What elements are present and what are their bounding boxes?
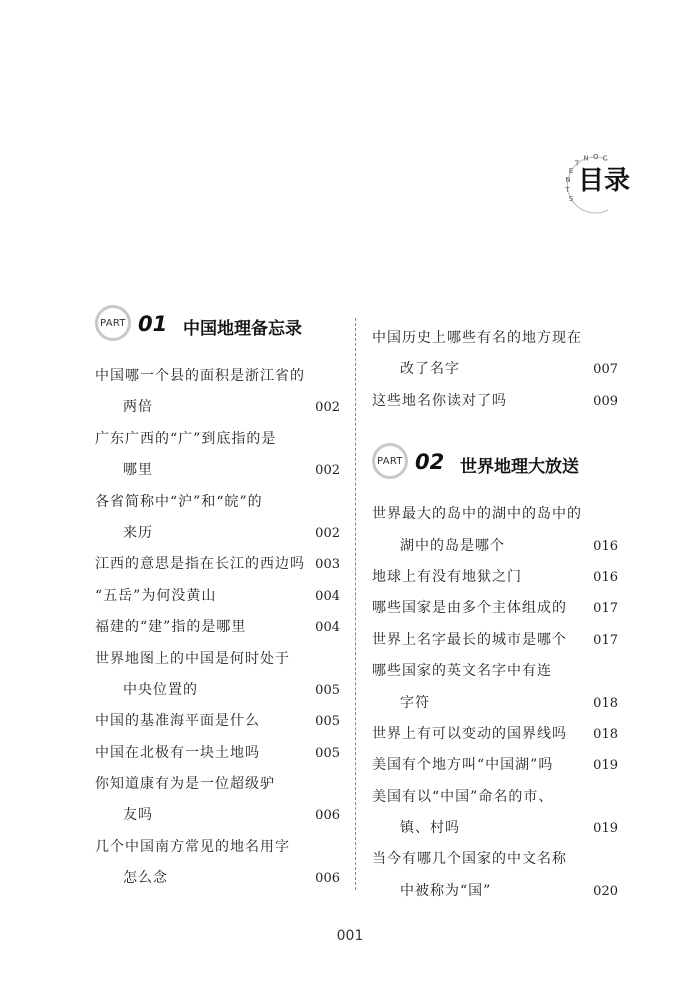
toc-entry-title: 地球上有没有地狱之门: [372, 568, 522, 585]
toc-entry: [372, 813, 618, 844]
toc-entry: [372, 750, 618, 781]
toc-entry: [95, 769, 340, 800]
part-title: 世界地理大放送: [460, 457, 579, 478]
part-number: 01: [138, 312, 168, 336]
badge-letter: S: [568, 195, 574, 203]
toc-entry-title: 世界最大的岛中的湖中的岛中的: [372, 506, 582, 523]
part-number: 02: [415, 450, 445, 475]
toc-entry-page: 019: [593, 758, 618, 774]
toc-entry: [95, 581, 340, 612]
toc-entry: [372, 719, 618, 750]
toc-entry-title: 世界地图上的中国是何时处于: [95, 650, 290, 667]
toc-entry-page: 009: [593, 393, 618, 409]
toc-entry: [372, 593, 618, 624]
toc-entry-page: 006: [315, 808, 340, 824]
toc-entry: [95, 800, 340, 831]
toc-entry: [372, 562, 618, 593]
toc-entry-page: 017: [593, 632, 618, 648]
toc-entry: [95, 832, 340, 863]
toc-entry-title: 哪些国家是由多个主体组成的: [372, 600, 567, 617]
toc-entry-title: 友吗: [123, 807, 153, 824]
toc-entry: [372, 354, 618, 385]
part-02-header: [372, 443, 618, 499]
toc-entry-title: 世界上有可以变动的国界线吗: [372, 725, 567, 742]
toc-entry-title: 这些地名你读对了吗: [372, 392, 507, 409]
toc-entry-page: 017: [593, 601, 618, 617]
toc-entry: [95, 424, 340, 455]
toc-entry-title: 江西的意思是指在长江的西边吗: [95, 556, 305, 573]
badge-letter: N: [583, 154, 589, 163]
page-title: 目录: [578, 166, 631, 196]
toc-entry: [95, 455, 340, 486]
toc-entry: [372, 625, 618, 656]
badge-letter: E: [568, 167, 574, 175]
toc-entry: [372, 876, 618, 907]
column-divider: [355, 318, 356, 890]
toc-entry: [95, 738, 340, 769]
toc-entry-page: 020: [593, 883, 618, 899]
toc-entry: [95, 612, 340, 643]
page-number: 001: [336, 928, 364, 944]
toc-entry: [95, 549, 340, 580]
toc-entry-title: 中被称为“国”: [400, 882, 492, 899]
toc-entry: [372, 499, 618, 530]
toc-entry: [95, 863, 340, 894]
toc-entry-page: 002: [315, 525, 340, 541]
part-title: 中国地理备忘录: [183, 319, 302, 339]
toc-entry-title: 中央位置的: [123, 681, 198, 698]
toc-entry: [95, 706, 340, 737]
toc-entry-title: 中国历史上哪些有名的地方现在: [372, 330, 582, 346]
part-label: PART: [377, 456, 403, 468]
toc-entry: [372, 531, 618, 562]
toc-entry-title: 美国有个地方叫“中国湖”吗: [372, 757, 554, 774]
toc-entry-title: 镇、村吗: [400, 820, 460, 837]
toc-entry: [372, 688, 618, 719]
toc-entry-page: 007: [593, 362, 618, 378]
toc-entry-page: 016: [593, 569, 618, 585]
toc-entry-title: 两倍: [123, 399, 153, 416]
part-label: PART: [100, 318, 126, 329]
toc-entry-page: 006: [315, 871, 340, 887]
toc-entry: [372, 386, 618, 417]
badge-letter: O: [593, 153, 599, 161]
toc-entry-title: 中国在北极有一块土地吗: [95, 744, 260, 761]
toc-entry-page: 019: [593, 821, 618, 837]
badge-letter: C: [602, 154, 608, 163]
toc-column-left: [95, 305, 340, 895]
toc-entry-title: 美国有以“中国”命名的市、: [372, 788, 554, 805]
toc-entry-title: 怎么念: [123, 870, 168, 887]
toc-entry-page: 018: [593, 726, 618, 742]
toc-entry-title: 世界上名字最长的城市是哪个: [372, 631, 567, 648]
toc-entry-page: 005: [315, 745, 340, 761]
toc-entry: [372, 782, 618, 813]
toc-entry-title: 改了名字: [400, 361, 460, 378]
toc-entry-page: 002: [315, 400, 340, 416]
toc-entry: [95, 392, 340, 423]
toc-entry-title: 广东广西的“广”到底指的是: [95, 430, 277, 447]
toc-entry-title: 来历: [123, 524, 153, 541]
toc-entry-title: 字符: [400, 694, 430, 711]
toc-entry-page: 002: [315, 463, 340, 479]
badge-letter: N: [565, 176, 571, 185]
toc-entry-title: 几个中国南方常见的地名用字: [95, 838, 290, 855]
toc-entry: [95, 644, 340, 675]
badge-letter: T: [565, 185, 570, 194]
toc-entry-page: 005: [315, 682, 340, 698]
toc-entry-title: “五岳”为何没黄山: [95, 587, 217, 604]
toc-entry: [95, 518, 340, 549]
toc-entry-title: 哪里: [123, 462, 153, 479]
toc-entry-page: 004: [315, 588, 340, 604]
toc-entry-title: 哪些国家的英文名字中有连: [372, 663, 552, 680]
toc-column-right: [372, 305, 618, 907]
toc-entry-title: 中国哪一个县的面积是浙江省的: [95, 368, 305, 384]
toc-entry-title: 湖中的岛是哪个: [400, 537, 505, 554]
toc-entry-title: 中国的基准海平面是什么: [95, 713, 260, 730]
toc-entry-page: 005: [315, 714, 340, 730]
toc-entry: [95, 361, 340, 392]
toc-entry: [95, 487, 340, 518]
toc-list-part-02: [372, 499, 618, 907]
part-01-header: [95, 305, 340, 361]
toc-entry-page: 004: [315, 620, 340, 636]
toc-entry-title: 你知道康有为是一位超级驴: [95, 776, 275, 793]
toc-entry-page: 003: [315, 557, 340, 573]
toc-list-part-01: [95, 361, 340, 895]
toc-list-part-01-continued: [372, 323, 618, 417]
toc-entry: [372, 656, 618, 687]
badge-letter: T: [575, 159, 580, 168]
toc-entry: [95, 675, 340, 706]
toc-entry-page: 018: [593, 695, 618, 711]
toc-entry-title: 福建的“建”指的是哪里: [95, 619, 247, 636]
toc-entry: [372, 844, 618, 875]
toc-entry: [372, 323, 618, 354]
toc-entry-title: 当今有哪几个国家的中文名称: [372, 851, 567, 868]
toc-entry-page: 016: [593, 538, 618, 554]
toc-entry-title: 各省简称中“沪”和“皖”的: [95, 493, 263, 510]
